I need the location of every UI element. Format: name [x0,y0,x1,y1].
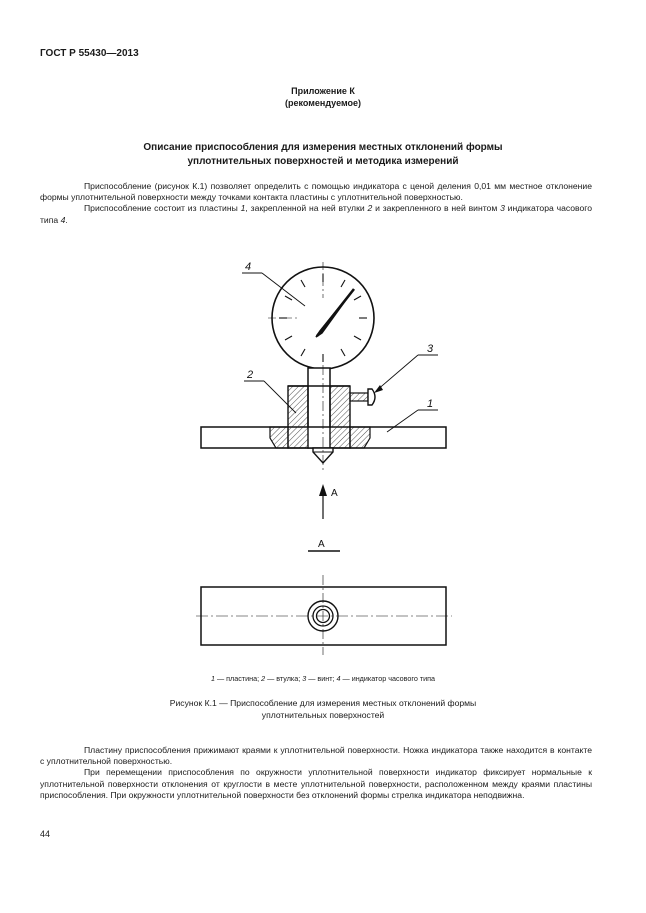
figure-caption-line-1: Рисунок К.1 — Приспособление для измерения местных отклонений формы [169,698,477,708]
label-2: 2 [247,369,254,381]
plate-top-view [196,575,452,655]
label-4: 4 [245,261,252,273]
section-title-line-1: Описание приспособления для измерения местных отклонений формы [143,142,503,153]
label-3: 3 [427,343,434,355]
figure-legend: 1 — пластина; 2 — втулка; 3 — винт; 4 — индикатор часового типа [210,674,436,683]
intro-paragraph-1: Приспособление (рисунок К.1) позволяет определить с помощью индикатора с ценой деления 0,01 мм местное отклонение формы уплотнительной поверхности между точками контакта пластины с уплотнительной поверхностью. [40,181,592,203]
screw [350,389,375,405]
intro-paragraph-2: Приспособление состоит из пластины 1, закрепленной на ней втулки 2 и закрепленного в ней винтом 3 индикатора часового типа 4. [40,203,592,225]
method-text [40,745,592,801]
annex-title: Приложение К [291,86,355,96]
section-title-line-2: уплотнительных поверхностей и методика измерений [187,156,459,167]
dial-indicator [268,262,374,369]
view-arrow-label: А [331,488,338,499]
view-title: А [318,539,325,550]
figure-caption [0,697,646,721]
label-1: 1 [427,398,434,410]
method-paragraph-2: При перемещении приспособления по окружности уплотнительной поверхности индикатор фиксирует нормальные к уплотнительной поверхности отклонения от круглости в месте уплотнительной поверхности, расположенном между краями пластины приспособления. При окружности уплотнительной поверхности без отклонений формы стрелка индикатора неподвижна. [40,767,592,800]
document-header: ГОСТ Р 55430—2013 [40,48,139,59]
figure-caption-line-2: уплотнительных поверхностей [261,710,385,720]
method-paragraph-1: Пластину приспособления прижимают краями к уплотнительной поверхности. Ножка индикатора также находится в контакте с уплотнительной поверхностью. [40,745,592,767]
view-arrow [319,484,327,519]
page-number: 44 [40,829,51,839]
annex-subtitle: (рекомендуемое) [285,98,361,108]
plate [201,427,446,448]
